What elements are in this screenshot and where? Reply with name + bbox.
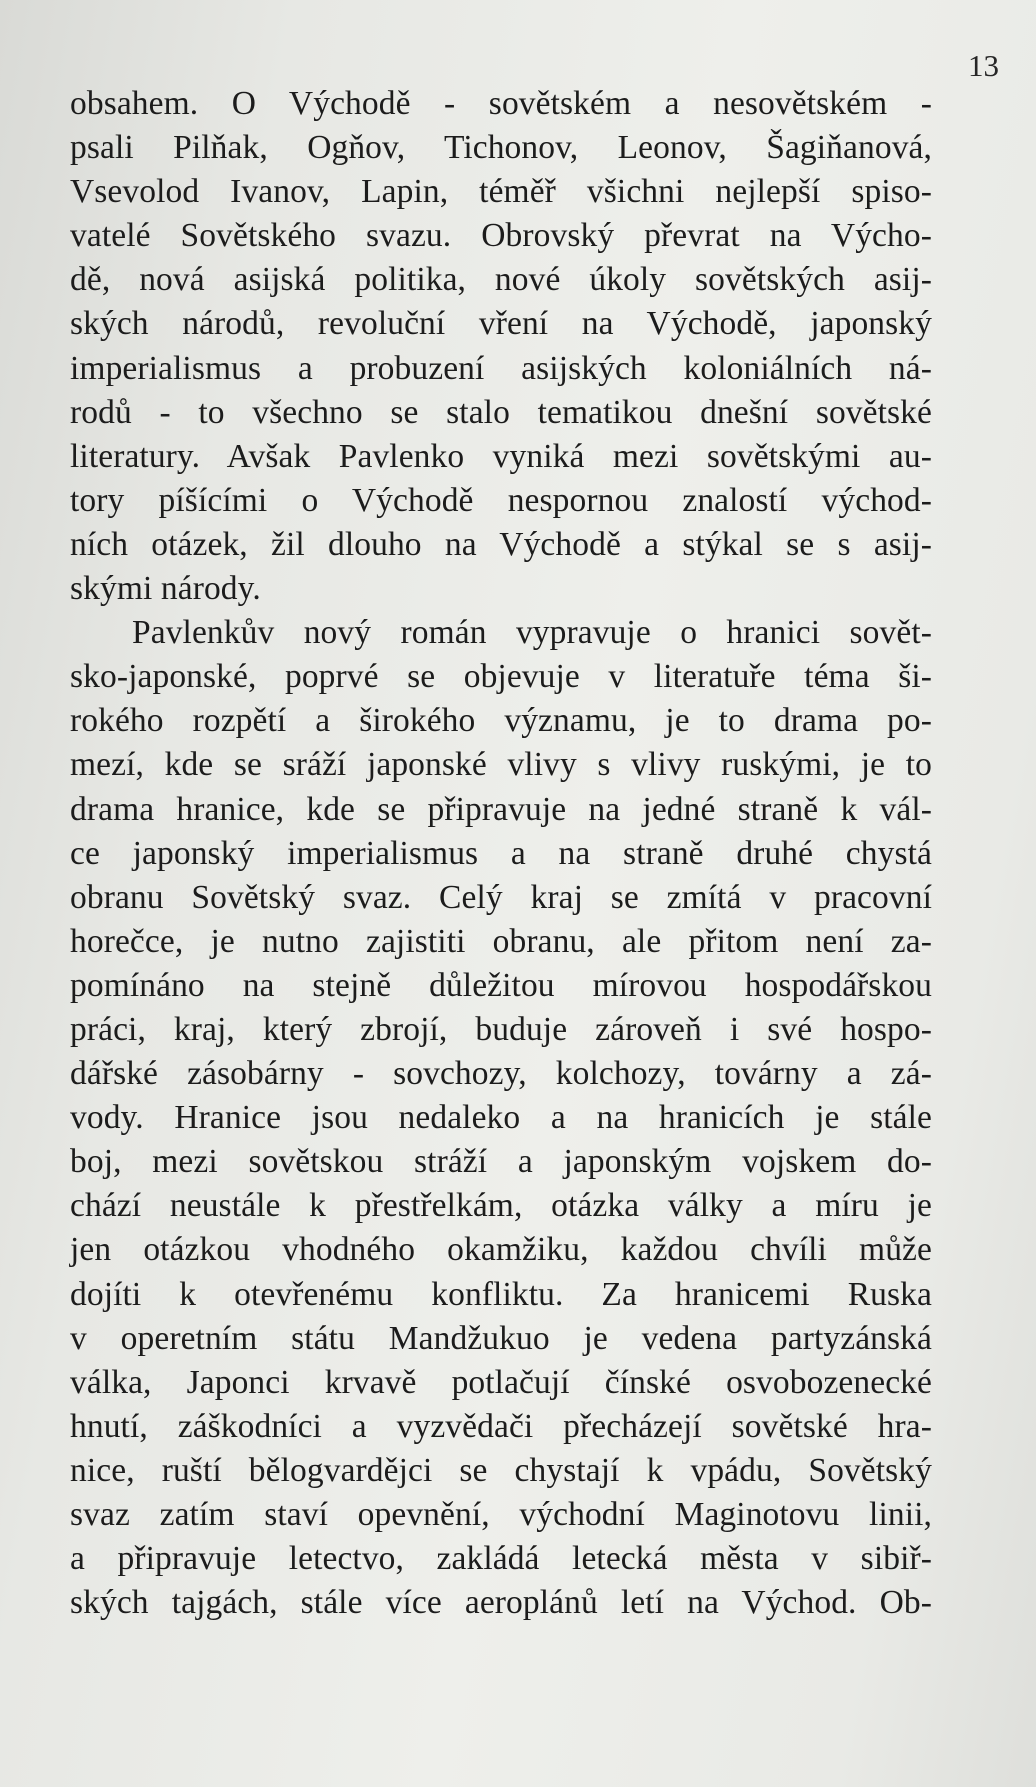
text-line: sko-japonské, poprvé se objevuje v literatuře téma ši- <box>70 658 932 696</box>
text-line: obsahem. O Východě - sovětském a nesovětském - <box>70 85 932 122</box>
text-line: ce japonský imperialismus a na straně druhé chystá <box>70 834 932 872</box>
text-line: mezí, kde se sráží japonské vlivy s vlivy ruskými, je to <box>70 746 932 784</box>
text-line: obranu Sovětský svaz. Celý kraj se zmítá v pracovní <box>70 878 932 916</box>
text-line: pomínáno na stejně důležitou mírovou hospodářskou <box>70 966 932 1004</box>
text-line: dářské zásobárny - sovchozy, kolchozy, továrny a zá- <box>70 1055 932 1093</box>
text-line: hnutí, záškodníci a vyzvědači přecházejí sovětské hra- <box>70 1407 932 1445</box>
text-line: ských národů, revoluční vření na Východě, japonský <box>70 305 932 343</box>
text-line: drama hranice, kde se připravuje na jedné straně k vál- <box>70 790 932 828</box>
text-line: tory píšícími o Východě nespornou znalostí východ- <box>70 481 932 519</box>
text-line: boj, mezi sovětskou stráží a japonským vojskem do- <box>70 1143 932 1181</box>
text-line: rokého rozpětí a širokého významu, je to drama po- <box>70 702 932 740</box>
text-line: ských tajgách, stále více aeroplánů letí na Východ. Ob- <box>70 1584 932 1622</box>
text-line: horečce, je nutno zajistiti obranu, ale přitom není za- <box>70 922 932 960</box>
text-line: vody. Hranice jsou nedaleko a na hranicích je stále <box>70 1099 932 1137</box>
text-line: a připravuje letectvo, zakládá letecká města v sibiř- <box>70 1540 932 1578</box>
text-line: literatury. Avšak Pavlenko vyniká mezi sovětskými au- <box>70 437 932 475</box>
text-line: imperialismus a probuzení asijských koloniálních ná- <box>70 349 932 387</box>
text-line: válka, Japonci krvavě potlačují čínské osvobozenecké <box>70 1363 932 1401</box>
text-line: vatelé Sovětského svazu. Obrovský převrat na Výcho- <box>70 217 932 255</box>
text-line: chází neustále k přestřelkám, otázka války a míru je <box>70 1187 932 1225</box>
body-text <box>70 82 932 1625</box>
paragraph <box>70 611 932 1625</box>
text-line: nice, ruští bělogvardějci se chystají k vpádu, Sovětský <box>70 1451 932 1489</box>
page-number: 13 <box>968 48 999 83</box>
text-line: dojíti k otevřenému konfliktu. Za hranicemi Ruska <box>70 1275 932 1313</box>
text-line: Vsevolod Ivanov, Lapin, téměř všichni nejlepší spiso- <box>70 173 932 211</box>
text-line: rodů - to všechno se stalo tematikou dnešní sovětské <box>70 393 932 431</box>
text-line: jen otázkou vhodného okamžiku, každou chvíli může <box>70 1231 932 1269</box>
text-line: Pavlenkův nový román vypravuje o hranici sovět- <box>132 614 932 652</box>
text-line: práci, kraj, který zbrojí, buduje zároveň i své hospo- <box>70 1010 932 1048</box>
text-line: svaz zatím staví opevnění, východní Maginotovu linii, <box>70 1496 932 1533</box>
text-line: psali Pilňak, Ogňov, Tichonov, Leonov, Šagiňanová, <box>70 129 932 167</box>
text-line: dě, nová asijská politika, nové úkoly sovětských asij- <box>70 261 932 299</box>
paragraph <box>70 82 932 611</box>
text-line: ních otázek, žil dlouho na Východě a stýkal se s asij- <box>70 525 932 563</box>
text-line: v operetním státu Mandžukuo je vedena partyzánská <box>70 1319 932 1357</box>
text-line: skými národy. <box>70 570 261 608</box>
